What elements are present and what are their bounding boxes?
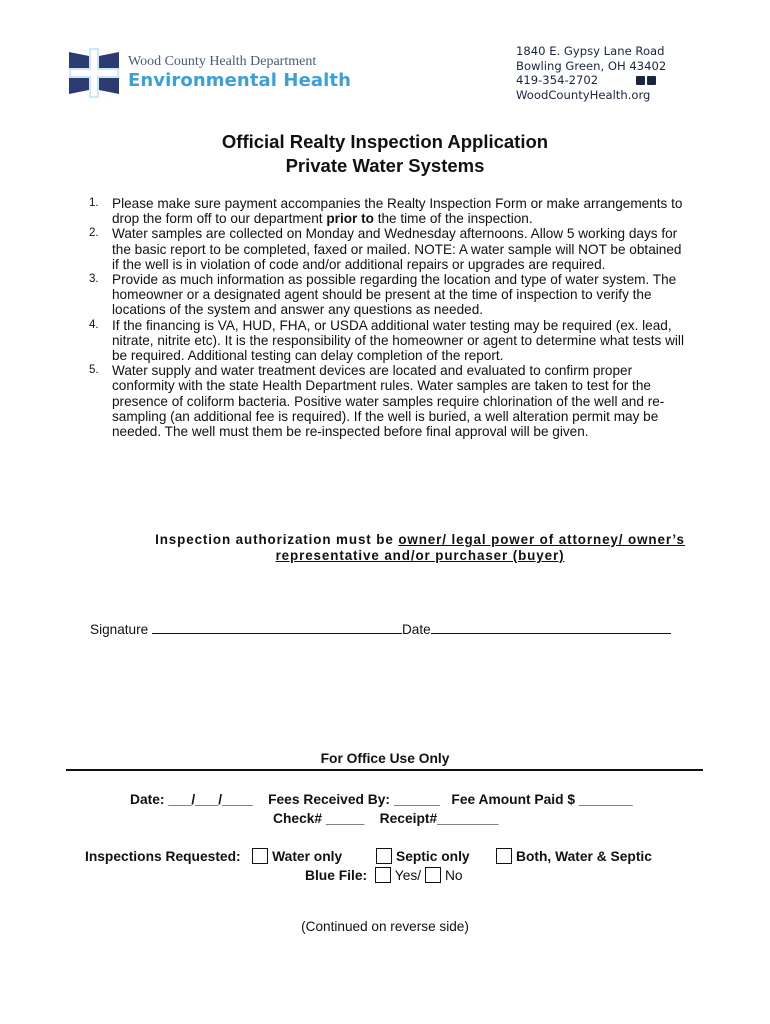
septic-only-label: Septic only bbox=[396, 849, 470, 864]
item-text: Provide as much information as possible regarding the location and type of water system. The homeowner or a designated agent should be present at the time of inspection to verify the locations of the system and answer any questions as needed. bbox=[112, 272, 677, 318]
date-label: Date bbox=[401, 622, 431, 637]
blue-file-yes-label: Yes/ bbox=[394, 868, 422, 883]
list-item bbox=[80, 226, 692, 272]
item-number: 4. bbox=[89, 318, 99, 331]
blue-file-label: Blue File: bbox=[305, 868, 368, 883]
org-name: Wood County Health Department bbox=[128, 54, 317, 69]
list-item bbox=[80, 272, 692, 318]
list-item bbox=[80, 196, 692, 226]
authorization-parties-cont: representative and/or purchaser (buyer) bbox=[275, 548, 565, 563]
item-bold-text: prior to bbox=[326, 211, 374, 227]
address-phone: 419-354-2702 bbox=[516, 73, 599, 87]
continued-note: (Continued on reverse side) bbox=[301, 919, 469, 934]
inspections-label: Inspections Requested: bbox=[85, 849, 241, 864]
list-item bbox=[80, 318, 692, 364]
facebook-icon bbox=[636, 76, 645, 85]
office-use-heading: For Office Use Only bbox=[320, 751, 450, 766]
address-website: WoodCountyHealth.org bbox=[516, 87, 651, 102]
water-only-label: Water only bbox=[272, 849, 343, 864]
item-text-after: the time of the inspection. bbox=[373, 211, 533, 227]
item-text: Water supply and water treatment devices are located and evaluated to confirm proper conformity with the state Health Department rules. Water samples are taken to test for the presence of coliform bacteria. Positive water samples require chlorination of the well and re-sampling (an additional fee is required). If the well is buried, a well alteration permit may be needed. The well must them be re-inspected before final approval will be given. bbox=[112, 363, 665, 440]
form-title: Official Realty Inspection Application bbox=[221, 131, 549, 152]
signature-field[interactable] bbox=[152, 622, 402, 634]
item-number: 3. bbox=[89, 273, 99, 286]
divider bbox=[66, 769, 703, 771]
twitter-icon bbox=[647, 76, 656, 85]
fee-amount-paid[interactable]: Fee Amount Paid $ _______ bbox=[451, 792, 633, 807]
office-date[interactable]: Date: ___/___/____ bbox=[130, 792, 253, 807]
address-city: Bowling Green, OH 43402 bbox=[516, 58, 667, 73]
list-item bbox=[80, 363, 692, 439]
office-row-1 bbox=[130, 792, 633, 807]
item-number: 1. bbox=[89, 197, 99, 209]
both-label: Both, Water & Septic bbox=[516, 849, 652, 864]
address-street: 1840 E. Gypsy Lane Road bbox=[516, 44, 665, 58]
health-department-logo bbox=[67, 46, 121, 100]
signature-label: Signature bbox=[90, 622, 152, 637]
address-block bbox=[516, 44, 666, 102]
check-number[interactable]: Check# _____ bbox=[273, 811, 365, 826]
instructions-list bbox=[80, 196, 692, 439]
social-icons bbox=[636, 76, 656, 85]
item-number: 2. bbox=[89, 227, 99, 240]
blue-file-no-label: No bbox=[444, 868, 463, 883]
blue-file-yes-checkbox[interactable] bbox=[375, 867, 391, 883]
blue-file-row bbox=[305, 867, 463, 883]
item-text: Please make sure payment accompanies the Realty Inspection Form or make arrangements to drop the form off to our department bbox=[112, 196, 683, 227]
both-option bbox=[496, 848, 652, 864]
item-text: Water samples are collected on Monday and Wednesday afternoons. Allow 5 working days for the basic report to be completed, faxed or mailed. NOTE: A water sample will NOT be obtained if the well is in violation of code and/or additional repairs or upgrades are required. bbox=[112, 226, 682, 272]
blue-file-no-checkbox[interactable] bbox=[425, 867, 441, 883]
form-subtitle: Private Water Systems bbox=[285, 155, 485, 176]
authorization-parties: owner/ legal power of attorney/ owner’s bbox=[398, 532, 685, 547]
date-field[interactable] bbox=[431, 622, 671, 634]
fees-received-by[interactable]: Fees Received By: ______ bbox=[268, 792, 440, 807]
inspections-row bbox=[85, 848, 342, 864]
office-row-2 bbox=[273, 811, 499, 826]
water-only-checkbox[interactable] bbox=[252, 848, 268, 864]
authorization-prefix: Inspection authorization must be bbox=[155, 532, 399, 547]
authorization-note bbox=[80, 532, 760, 564]
signature-row bbox=[90, 622, 671, 637]
receipt-number[interactable]: Receipt#________ bbox=[379, 811, 499, 826]
septic-only-checkbox[interactable] bbox=[376, 848, 392, 864]
item-number: 5. bbox=[89, 364, 99, 377]
item-text: If the financing is VA, HUD, FHA, or USDA additional water testing may be required (ex. lead, nitrate, nitrite etc). It is the responsibility of the homeowner or agent to determine what tests will be required. Additional testing can delay completion of the report. bbox=[112, 317, 684, 364]
org-division: Environmental Health bbox=[128, 70, 352, 91]
septic-option bbox=[376, 848, 470, 864]
both-checkbox[interactable] bbox=[496, 848, 512, 864]
